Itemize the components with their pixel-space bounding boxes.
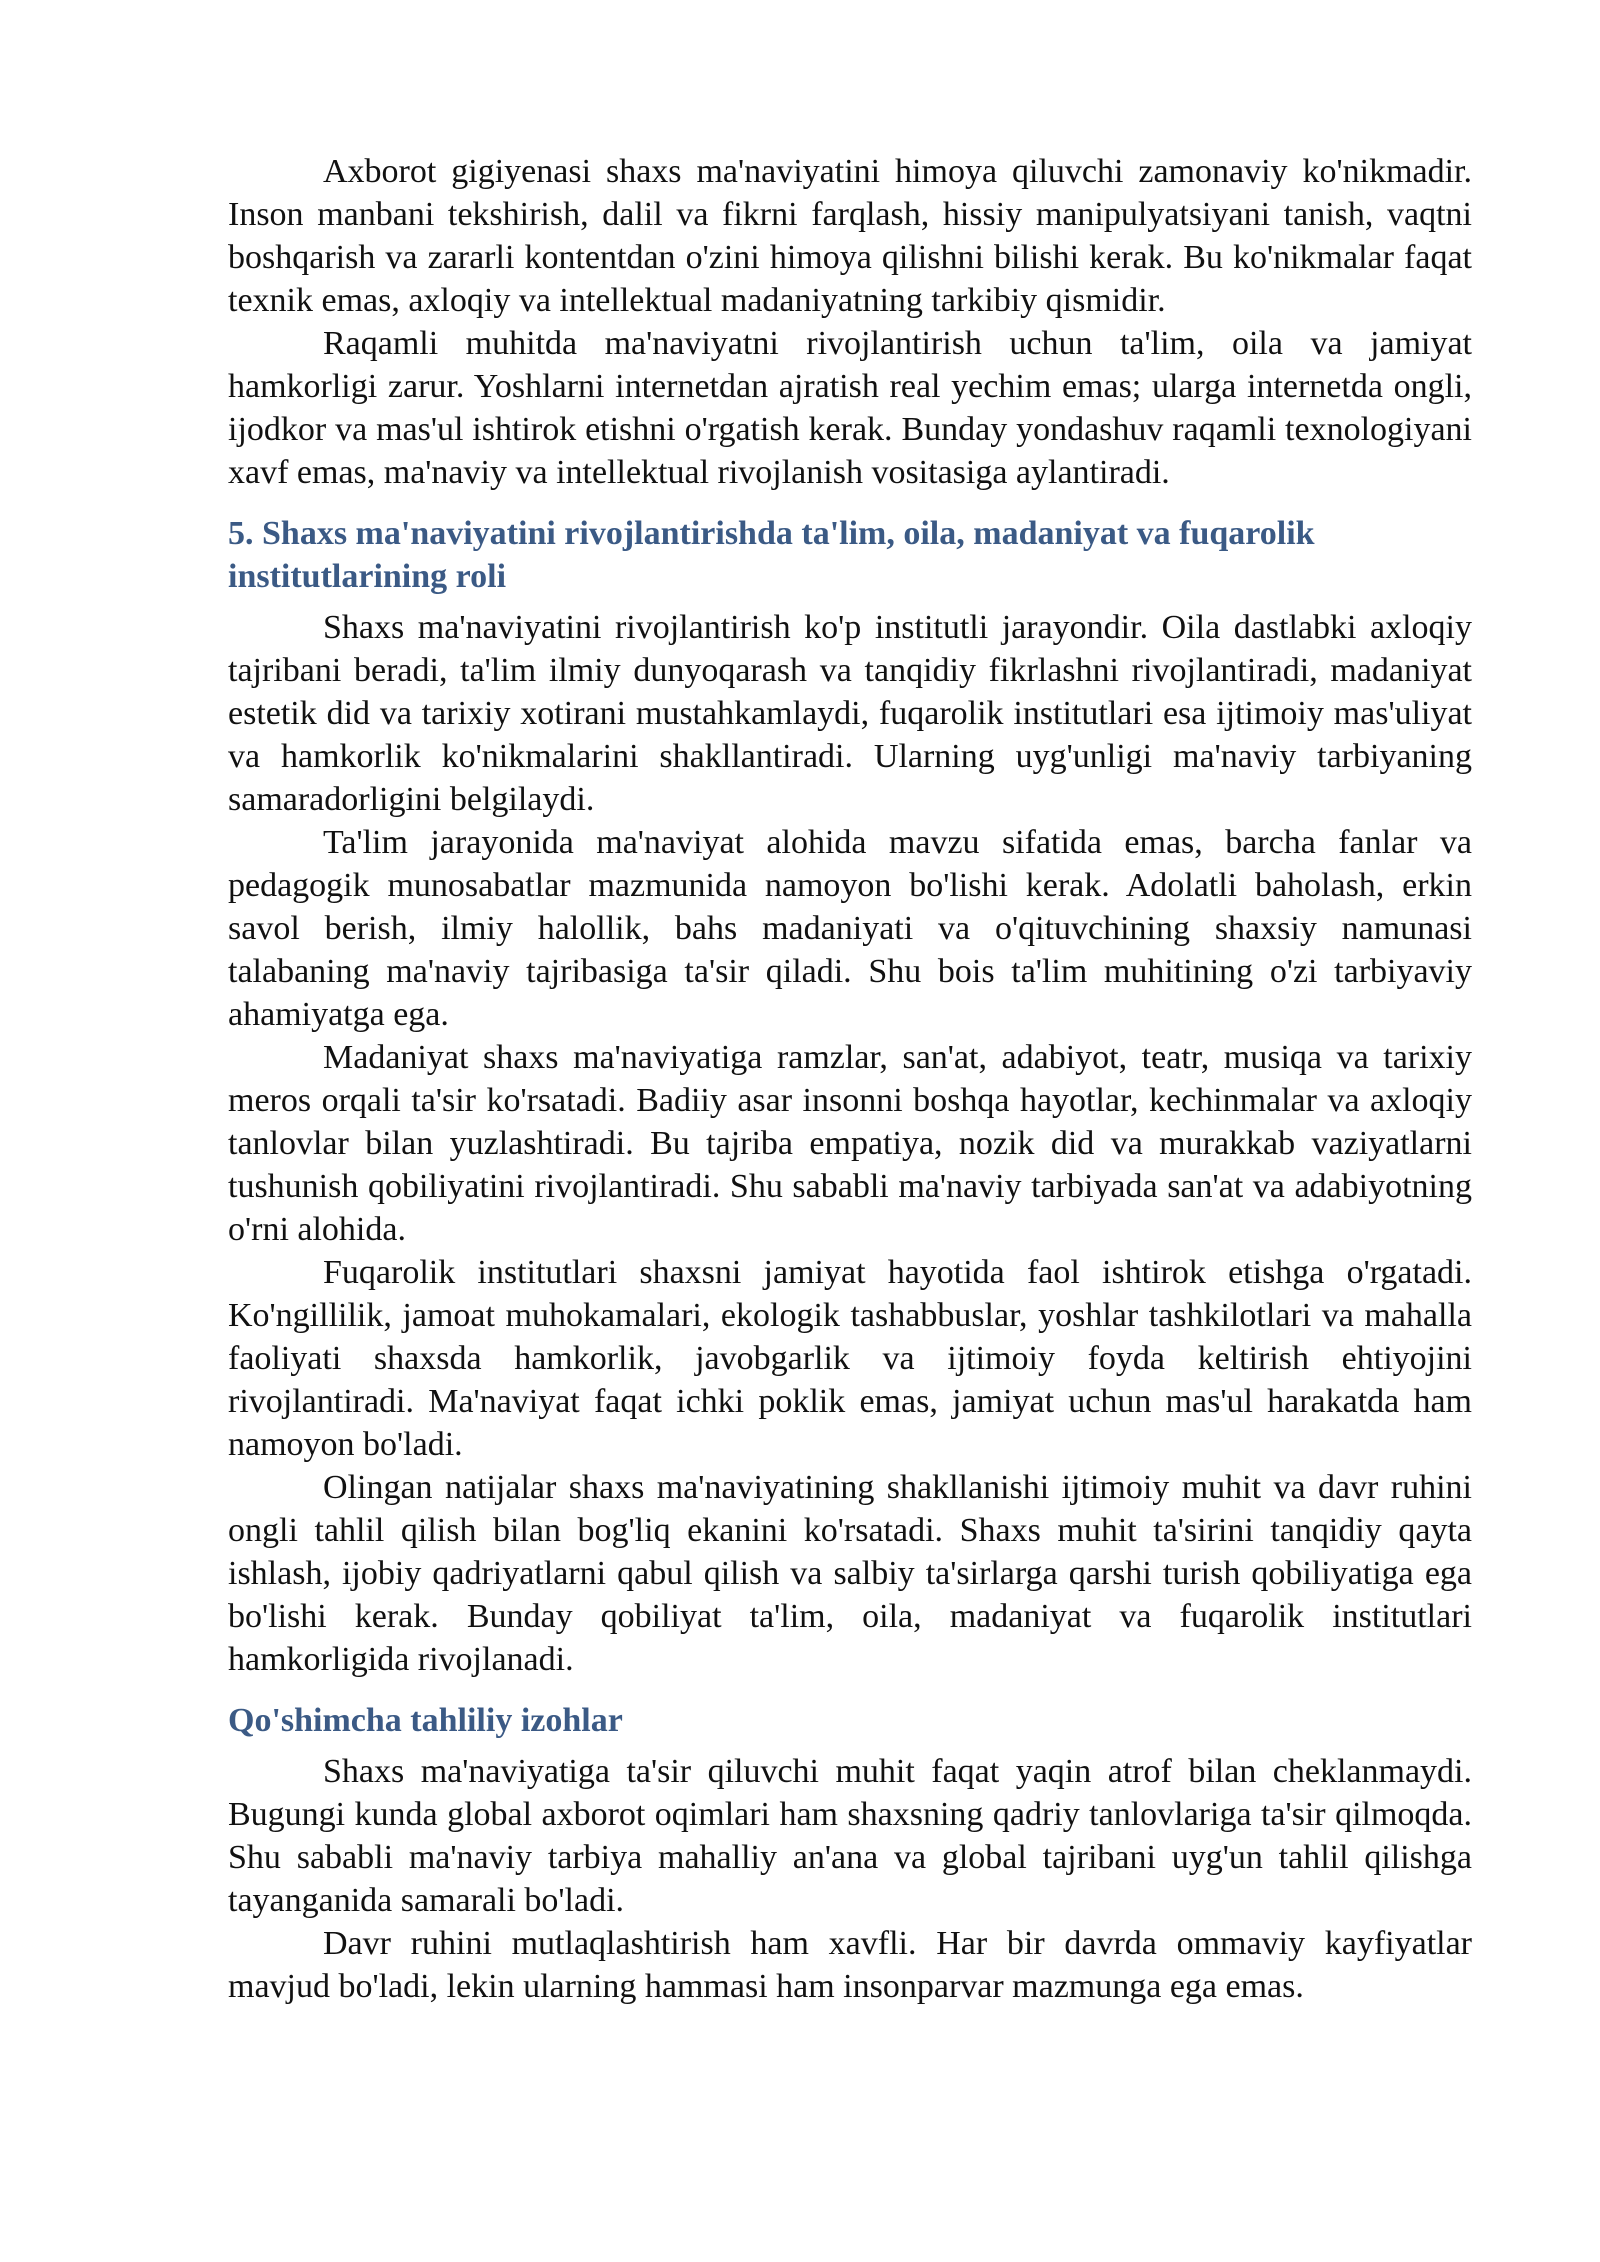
section-heading-5: 5. Shaxs ma'naviyatini rivojlantirishda ta'lim, oila, madaniyat va fuqarolik institutlarining roli	[228, 515, 1315, 595]
paragraph-madaniyat: Madaniyat shaxs ma'naviyatiga ramzlar, san'at, adabiyot, teatr, musiqa va tarixiy meros orqali ta'sir ko'rsatadi. Badiiy asar insonni boshqa hayotlar, kechinmalar va axloqiy tanlovlar bilan yuzlashtiradi. Bu tajriba empatiya, nozik did va murakkab vaziyatlarni tushunish qobiliyatini rivojlantiradi. Shu sababli ma'naviy tarbiyada san'at va adabiyotning o'rni alohida.	[228, 1039, 1472, 1248]
paragraph-global-axborot: Shaxs ma'naviyatiga ta'sir qiluvchi muhit faqat yaqin atrof bilan cheklanmaydi. Bugungi kunda global axborot oqimlari ham shaxsning qadriy tanlovlariga ta'sir qilmoqda. Shu sababli ma'naviy tarbiya mahalliy an'ana va global tajribani uyg'un tahlil qilishga tayanganida samarali bo'ladi.	[228, 1753, 1472, 1919]
section-heading-qoshimcha: Qo'shimcha tahliliy izohlar	[228, 1702, 623, 1739]
paragraph-olingan-natijalar: Olingan natijalar shaxs ma'naviyatining shakllanishi ijtimoiy muhit va davr ruhini ongli tahlil qilish bilan bog'liq ekanini ko'rsatadi. Shaxs muhit ta'sirini tanqidiy qayta ishlash, ijobiy qadriyatlarni qabul qilish va salbiy ta'sirlarga qarshi turish qobiliyatiga ega bo'lishi kerak. Bunday qobiliyat ta'lim, oila, madaniyat va fuqarolik institutlari hamkorligida rivojlanadi.	[228, 1469, 1472, 1678]
paragraph-kop-institutli: Shaxs ma'naviyatini rivojlantirish ko'p institutli jarayondir. Oila dastlabki axloqiy tajribani beradi, ta'lim ilmiy dunyoqarash va tanqidiy fikrlashni rivojlantiradi, madaniyat estetik did va tarixiy xotirani mustahkamlaydi, fuqarolik institutlari esa ijtimoiy mas'uliyat va hamkorlik ko'nikmalarini shakllantiradi. Ularning uyg'unligi ma'naviy tarbiyaning samaradorligini belgilaydi.	[228, 609, 1472, 818]
paragraph-axborot-gigiyenasi: Axborot gigiyenasi shaxs ma'naviyatini himoya qiluvchi zamonaviy ko'nikmadir. Inson manbani tekshirish, dalil va fikrni farqlash, hissiy manipulyatsiyani tanish, vaqtni boshqarish va zararli kontentdan o'zini himoya qilishni bilishi kerak. Bu ko'nikmalar faqat texnik emas, axloqiy va intellektual madaniyatning tarkibiy qismidir.	[228, 153, 1472, 319]
paragraph-raqamli-muhit: Raqamli muhitda ma'naviyatni rivojlantirish uchun ta'lim, oila va jamiyat hamkorligi zarur. Yoshlarni internetdan ajratish real yechim emas; ularga internetda ongli, ijodkor va mas'ul ishtirok etishni o'rgatish kerak. Bunday yondashuv raqamli texnologiyani xavf emas, ma'naviy va intellektual rivojlanish vositasiga aylantiradi.	[228, 325, 1472, 491]
paragraph-fuqarolik-institutlari: Fuqarolik institutlari shaxsni jamiyat hayotida faol ishtirok etishga o'rgatadi. Ko'ngillilik, jamoat muhokamalari, ekologik tashabbuslar, yoshlar tashkilotlari va mahalla faoliyati shaxsda hamkorlik, javobgarlik va ijtimoiy foyda keltirish ehtiyojini rivojlantiradi. Ma'naviyat faqat ichki poklik emas, jamiyat uchun mas'ul harakatda ham namoyon bo'ladi.	[228, 1254, 1472, 1463]
document-page	[228, 150, 1472, 2008]
paragraph-davr-ruhi: Davr ruhini mutlaqlashtirish ham xavfli. Har bir davrda ommaviy kayfiyatlar mavjud bo'ladi, lekin ularning hammasi ham insonparvar mazmunga ega emas.	[228, 1925, 1472, 2005]
paragraph-talim-jarayoni: Ta'lim jarayonida ma'naviyat alohida mavzu sifatida emas, barcha fanlar va pedagogik munosabatlar mazmunida namoyon bo'lishi kerak. Adolatli baholash, erkin savol berish, ilmiy halollik, bahs madaniyati va o'qituvchining shaxsiy namunasi talabaning ma'naviy tajribasiga ta'sir qiladi. Shu bois ta'lim muhitining o'zi tarbiyaviy ahamiyatga ega.	[228, 824, 1472, 1033]
